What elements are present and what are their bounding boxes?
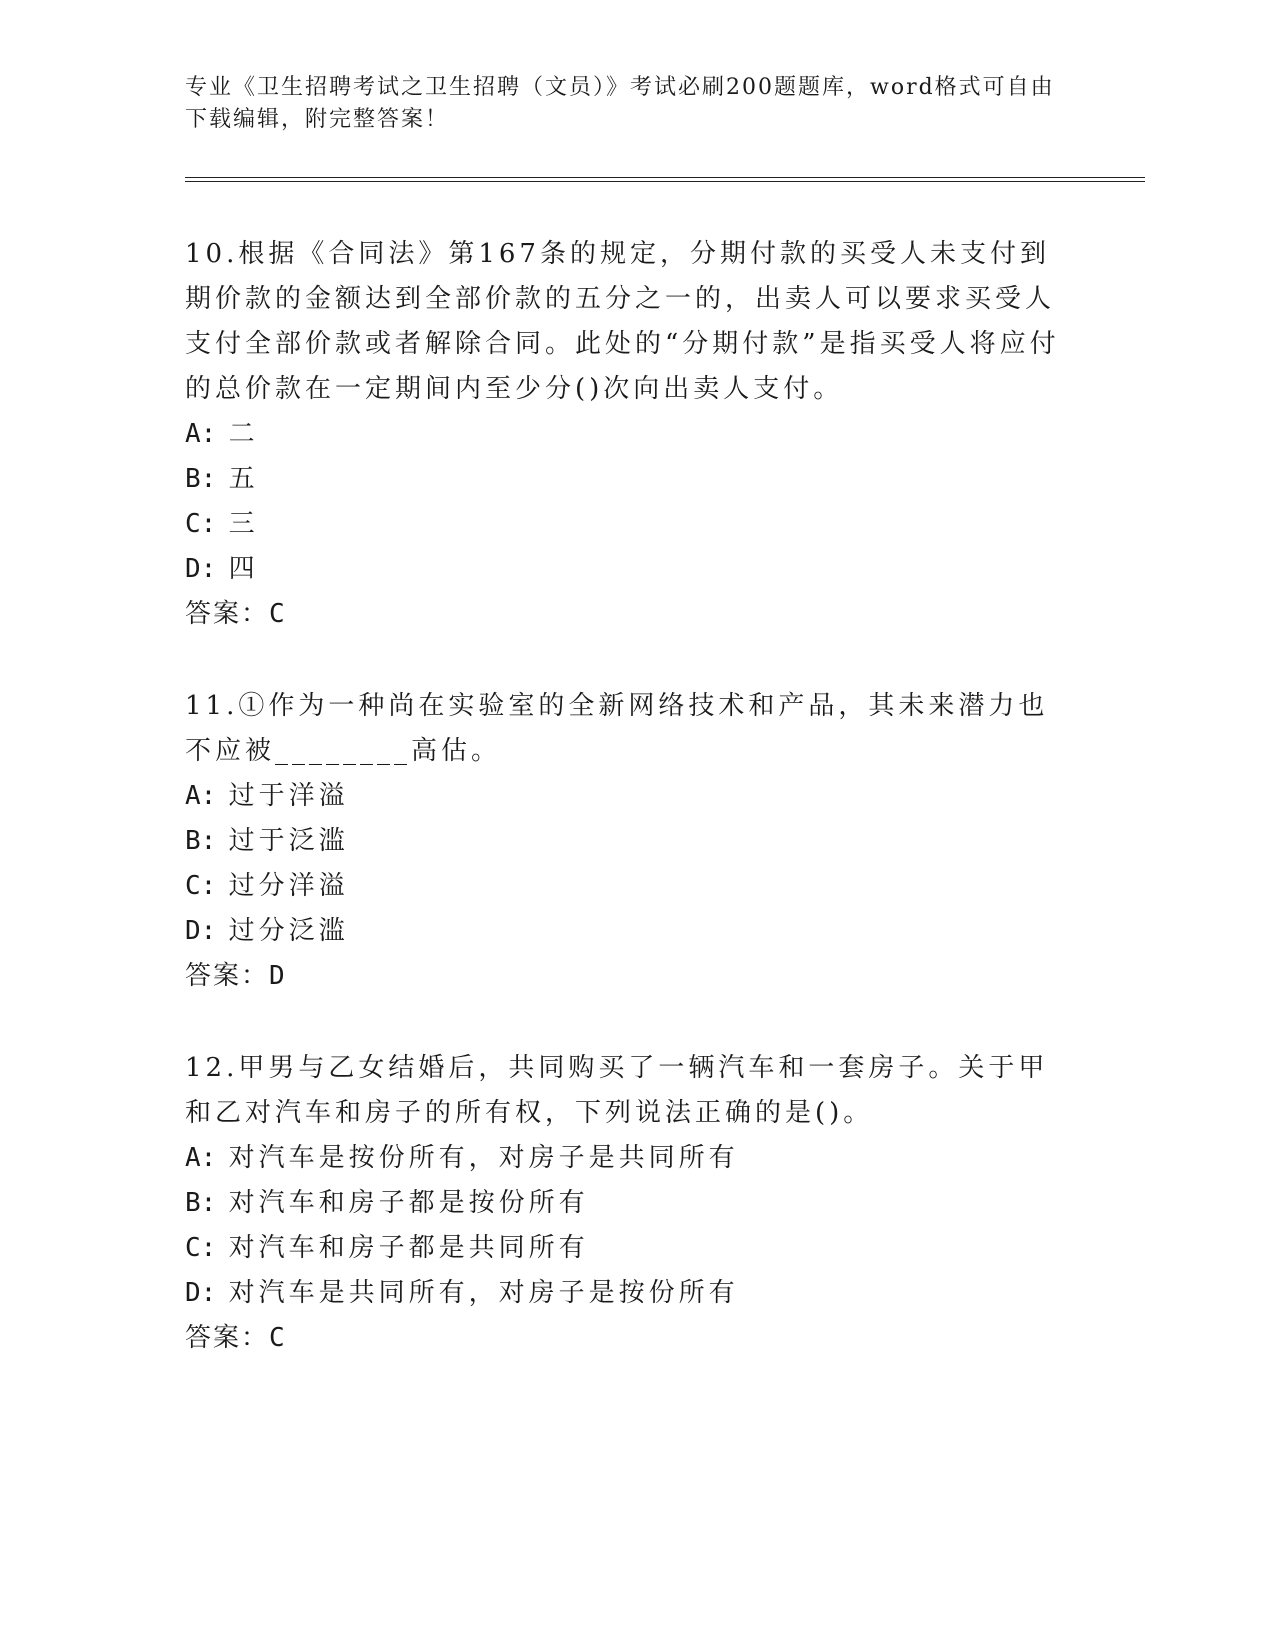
option-text: 对汽车是按份所有，对房子是共同所有: [228, 1143, 739, 1173]
option-d: [185, 1271, 1075, 1316]
question-10: [185, 232, 1075, 637]
option-letter: C:: [185, 1233, 217, 1263]
option-letter: B:: [185, 1188, 217, 1218]
option-text: 过分泛滥: [228, 916, 349, 946]
option-text: 对汽车和房子都是共同所有: [228, 1233, 589, 1263]
option-letter: B:: [185, 826, 217, 856]
answer-label: 答案：: [185, 599, 270, 629]
document-header: 专业《卫生招聘考试之卫生招聘（文员）》考试必刷200题题库，word格式可自由下载编辑，附完整答案！: [185, 75, 1055, 132]
option-c: [185, 502, 1075, 547]
answer-label: 答案：: [185, 1323, 270, 1353]
option-letter: C:: [185, 871, 217, 901]
option-letter: B:: [185, 464, 217, 494]
option-text: 过分洋溢: [228, 871, 349, 901]
option-c: [185, 864, 1075, 909]
header-rule-bottom: [185, 181, 1145, 182]
option-letter: D:: [185, 1278, 217, 1308]
option-a: [185, 1136, 1075, 1181]
option-c: [185, 1226, 1075, 1271]
option-text: 五: [228, 464, 259, 494]
option-text: 过于泛滥: [228, 826, 349, 856]
option-text: 过于洋溢: [228, 781, 349, 811]
answer-line: [185, 592, 1075, 637]
option-letter: D:: [185, 554, 217, 584]
option-letter: A:: [185, 419, 217, 449]
question-stem: 10.根据《合同法》第167条的规定，分期付款的买受人未支付到期价款的金额达到全部价款的五分之一的，出卖人可以要求买受人支付全部价款或者解除合同。此处的“分期付款”是指买受人将应付的总价款在一定期间内至少分()次向出卖人支付。: [185, 239, 1060, 404]
answer-label: 答案：: [185, 961, 270, 991]
option-letter: A:: [185, 781, 217, 811]
option-a: [185, 774, 1075, 819]
option-a: [185, 412, 1075, 457]
answer-line: [185, 1316, 1075, 1361]
answer-value: C: [269, 599, 287, 629]
question-11: [185, 684, 1075, 999]
answer-value: D: [269, 961, 287, 991]
option-d: [185, 909, 1075, 954]
option-letter: C:: [185, 509, 217, 539]
option-text: 四: [228, 554, 259, 584]
header-rule-top: [185, 177, 1145, 178]
option-text: 对汽车和房子都是按份所有: [228, 1188, 589, 1218]
option-b: [185, 457, 1075, 502]
option-b: [185, 1181, 1075, 1226]
option-letter: D:: [185, 916, 217, 946]
option-d: [185, 547, 1075, 592]
option-b: [185, 819, 1075, 864]
question-stem: 11.①作为一种尚在实验室的全新网络技术和产品，其未来潜力也不应被________高估。: [185, 691, 1049, 766]
option-letter: A:: [185, 1143, 217, 1173]
question-12: [185, 1046, 1075, 1361]
option-text: 对汽车是共同所有，对房子是按份所有: [228, 1278, 739, 1308]
answer-line: [185, 954, 1075, 999]
option-text: 二: [228, 419, 259, 449]
question-stem: 12.甲男与乙女结婚后，共同购买了一辆汽车和一套房子。关于甲和乙对汽车和房子的所有权，下列说法正确的是()。: [185, 1053, 1049, 1128]
answer-value: C: [269, 1323, 287, 1353]
option-text: 三: [228, 509, 259, 539]
